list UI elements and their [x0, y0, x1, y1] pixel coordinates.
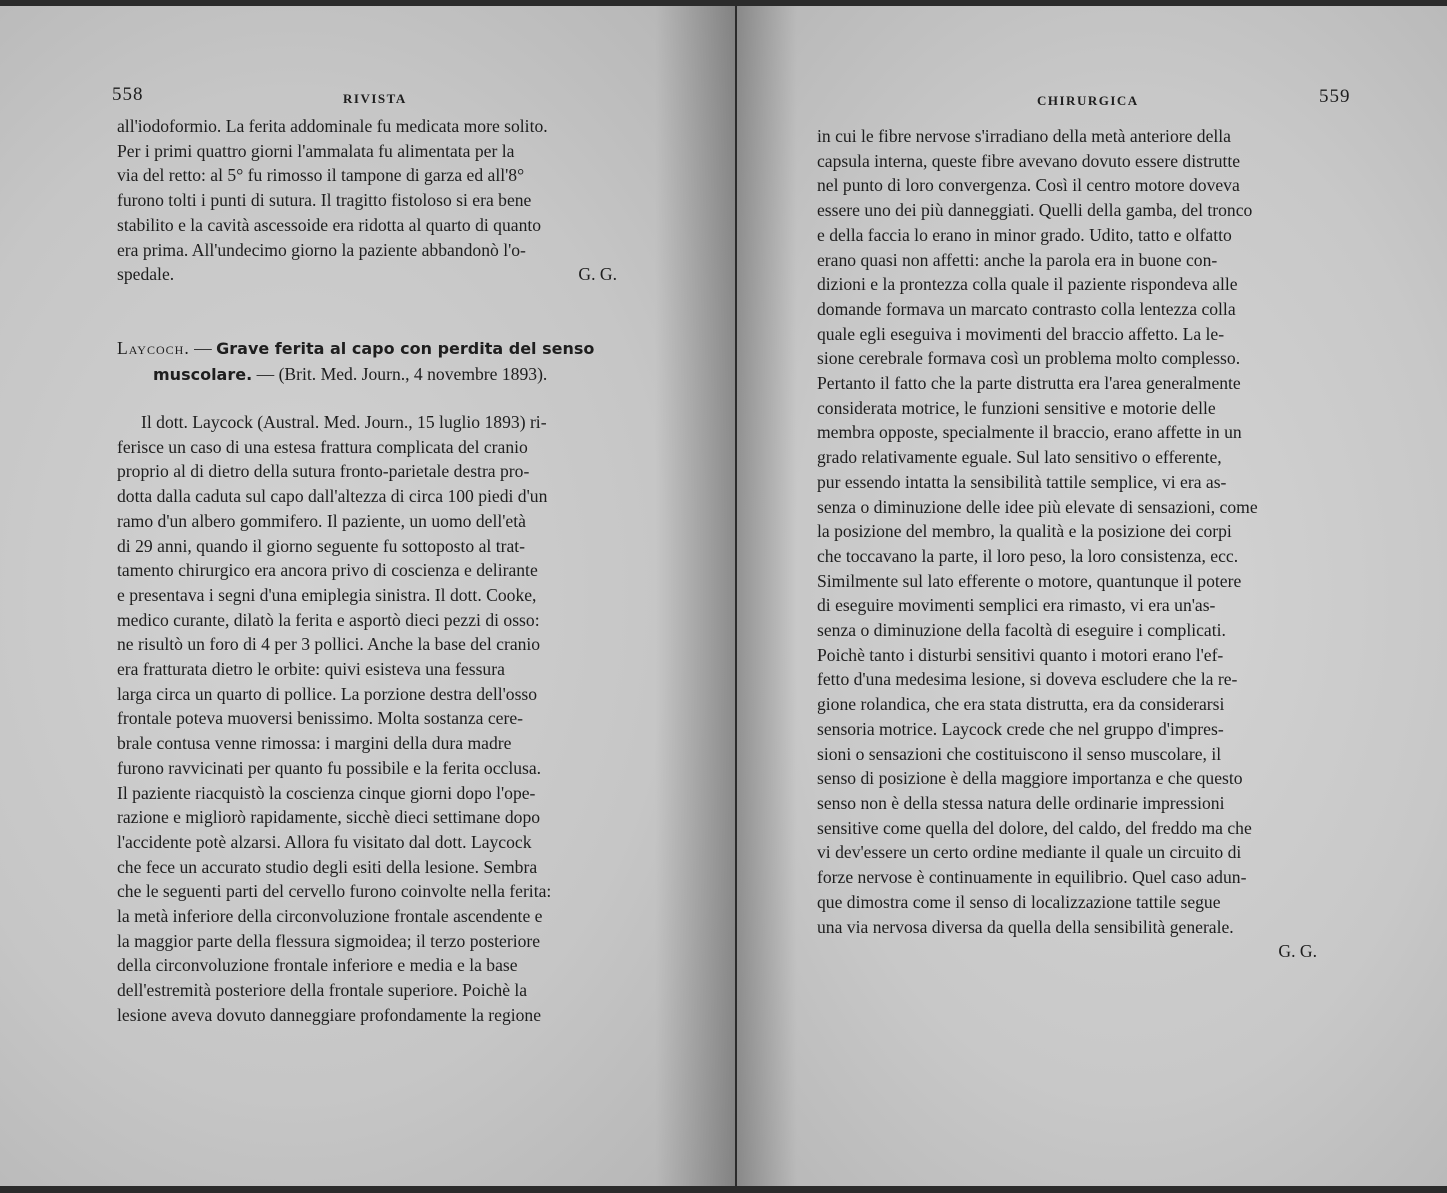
line: capsula interna, queste fibre avevano dovuto essere distrutte: [817, 150, 1241, 171]
line: grado relativamente eguale. Sul lato sensitivo o efferente,: [817, 447, 1222, 468]
right-page: [737, 6, 1447, 1186]
line: dizioni e la prontezza colla quale il paziente rispondeva alle: [817, 274, 1238, 295]
article-author: Laycoch.: [117, 338, 190, 358]
line: ramo d'un albero gommifero. Il paziente, un uomo dell'età: [117, 510, 526, 531]
line: medico curante, dilatò la ferita e asportò dieci pezzi di osso:: [117, 609, 540, 630]
line: sensoria motrice. Laycock crede che nel gruppo d'impres-: [817, 718, 1224, 739]
line: dotta dalla caduta sul capo dall'altezza di circa 100 piedi d'un: [117, 486, 548, 507]
line: forze nervose è continuamente in equilibrio. Quel caso adun-: [817, 867, 1247, 888]
left-page: [0, 6, 735, 1186]
left-body-text: [117, 410, 655, 1028]
line: in cui le fibre nervose s'irradiano della metà anteriore della: [817, 126, 1231, 146]
right-page-number: 559: [1319, 86, 1351, 107]
line: senza o diminuzione della facoltà di eseguire i complicati.: [817, 620, 1226, 641]
line: senso non è della stessa natura delle ordinarie impressioni: [817, 792, 1225, 813]
line: stabilito e la cavità ascessoide era ridotta al quarto di quanto: [117, 214, 542, 235]
line: Poichè tanto i disturbi sensitivi quanto i motori erano l'ef-: [817, 644, 1224, 665]
line: Similmente sul lato efferente o motore, quantunque il potere: [817, 570, 1242, 591]
line: Per i primi quattro giorni l'ammalata fu alimentata per la: [117, 140, 515, 161]
line: quale egli eseguiva i movimenti del braccio affetto. La le-: [817, 323, 1225, 344]
right-body-text: [817, 124, 1355, 964]
line: nel punto di loro convergenza. Così il centro motore doveva: [817, 175, 1240, 196]
line: che fece un accurato studio degli esiti della lesione. Sembra: [117, 856, 538, 877]
article-dash: —: [194, 338, 212, 358]
left-running-head: RIVISTA: [343, 91, 407, 106]
line: ne risultò un foro di 4 per 3 pollici. Anche la base del cranio: [117, 634, 541, 655]
line: che le seguenti parti del cervello furono coinvolte nella ferita:: [117, 881, 552, 902]
article-title-line-2: muscolare.: [153, 364, 253, 384]
line: sione cerebrale formava così un problema molto complesso.: [817, 348, 1241, 369]
line: la maggior parte della flessura sigmoidea; il terzo posteriore: [117, 930, 541, 951]
line: vi dev'essere un certo ordine mediante il quale un circuito di: [817, 842, 1242, 863]
left-page-number: 558: [112, 84, 144, 105]
line: era fratturata dietro le orbite: quivi esisteva una fessura: [117, 659, 505, 680]
line: pur essendo intatta la sensibilità tattile semplice, vi era as-: [817, 471, 1227, 492]
line: Il paziente riacquistò la coscienza cinque giorni dopo l'ope-: [117, 782, 536, 803]
line: sensitive come quella del dolore, del caldo, del freddo ma che: [817, 817, 1252, 838]
article-source: — (Brit. Med. Journ., 4 novembre 1893).: [256, 363, 548, 384]
line: era prima. All'undecimo giorno la paziente abbandonò l'o-: [117, 239, 526, 260]
line: domande formava un marcato contrasto colla lentezza colla: [817, 298, 1236, 319]
right-running-head: CHIRURGICA: [1037, 93, 1139, 108]
line: lesione aveva dovuto danneggiare profondamente la regione: [117, 1004, 542, 1025]
left-continuation-text: [117, 114, 655, 287]
article-title: [117, 336, 655, 387]
signature: G. G.: [578, 264, 617, 285]
line: la metà inferiore della circonvoluzione frontale ascendente e: [117, 906, 543, 927]
line: via del retto: al 5° fu rimosso il tampone di garza ed all'8°: [117, 165, 525, 186]
line: Il dott. Laycock (Austral. Med. Journ., 15 luglio 1893) ri-: [141, 412, 547, 432]
line: gione rolandica, che era stata distrutta, era da considerarsi: [817, 694, 1225, 715]
line: erano quasi non affetti: anche la parola era in buone con-: [817, 249, 1218, 270]
line: di eseguire movimenti semplici era rimasto, vi era un'as-: [817, 595, 1216, 616]
line: frontale poteva muoversi benissimo. Molta sostanza cere-: [117, 708, 523, 729]
line: la posizione del membro, la qualità e la posizione dei corpi: [817, 521, 1232, 542]
line-with-signature: [117, 262, 655, 287]
line: all'iodoformio. La ferita addominale fu medicata more solito.: [117, 116, 548, 136]
line: sioni o sensazioni che costituiscono il senso muscolare, il: [817, 743, 1222, 764]
line: brale contusa venne rimossa: i margini della dura madre: [117, 733, 512, 754]
line: spedale.: [117, 264, 175, 285]
line: larga circa un quarto di pollice. La porzione destra dell'osso: [117, 683, 538, 704]
line: tamento chirurgico era ancora privo di coscienza e delirante: [117, 560, 538, 581]
line: ferisce un caso di una estesa frattura complicata del cranio: [117, 436, 528, 457]
line: una via nervosa diversa da quella della sensibilità generale.: [817, 916, 1234, 937]
line: senza o diminuzione delle idee più elevate di sensazioni, come: [817, 496, 1258, 517]
line: che toccavano la parte, il loro peso, la loro consistenza, ecc.: [817, 545, 1239, 566]
gutter-shadow: [655, 6, 735, 1186]
line: essere uno dei più danneggiati. Quelli della gamba, del tronco: [817, 200, 1253, 221]
line: que dimostra come il senso di localizzazione tattile segue: [817, 891, 1221, 912]
line: e presentava i segni d'una emiplegia sinistra. Il dott. Cooke,: [117, 584, 537, 605]
line: l'accidente potè alzarsi. Allora fu visitato dal dott. Laycock: [117, 831, 532, 852]
line: Pertanto il fatto che la parte distrutta era l'area generalmente: [817, 373, 1241, 394]
line: e della faccia lo erano in minor grado. Udito, tatto e olfatto: [817, 224, 1232, 245]
gutter-shadow: [737, 6, 797, 1186]
line: razione e migliorò rapidamente, sicchè dieci settimane dopo: [117, 807, 541, 828]
line: di 29 anni, quando il giorno seguente fu sottoposto al trat-: [117, 535, 526, 556]
line: senso di posizione è della maggiore importanza e che questo: [817, 768, 1243, 789]
line: proprio al di dietro della sutura fronto-parietale destra pro-: [117, 461, 530, 482]
line: furono ravvicinati per quanto fu possibile e la ferita occlusa.: [117, 757, 542, 778]
line: considerata motrice, le funzioni sensitive e motorie delle: [817, 397, 1216, 418]
line: furono tolti i punti di sutura. Il tragitto fistoloso si era bene: [117, 190, 532, 211]
line: membra opposte, specialmente il braccio, erano affette in un: [817, 422, 1242, 443]
line: dell'estremità posteriore della frontale superiore. Poichè la: [117, 980, 528, 1001]
article-title-line-1: Grave ferita al capo con perdita del senso: [216, 339, 595, 358]
line: della circonvoluzione frontale inferiore e media e la base: [117, 955, 518, 976]
signature: G. G.: [1278, 941, 1317, 962]
line: fetto d'una medesima lesione, si doveva escludere che la re-: [817, 669, 1238, 690]
